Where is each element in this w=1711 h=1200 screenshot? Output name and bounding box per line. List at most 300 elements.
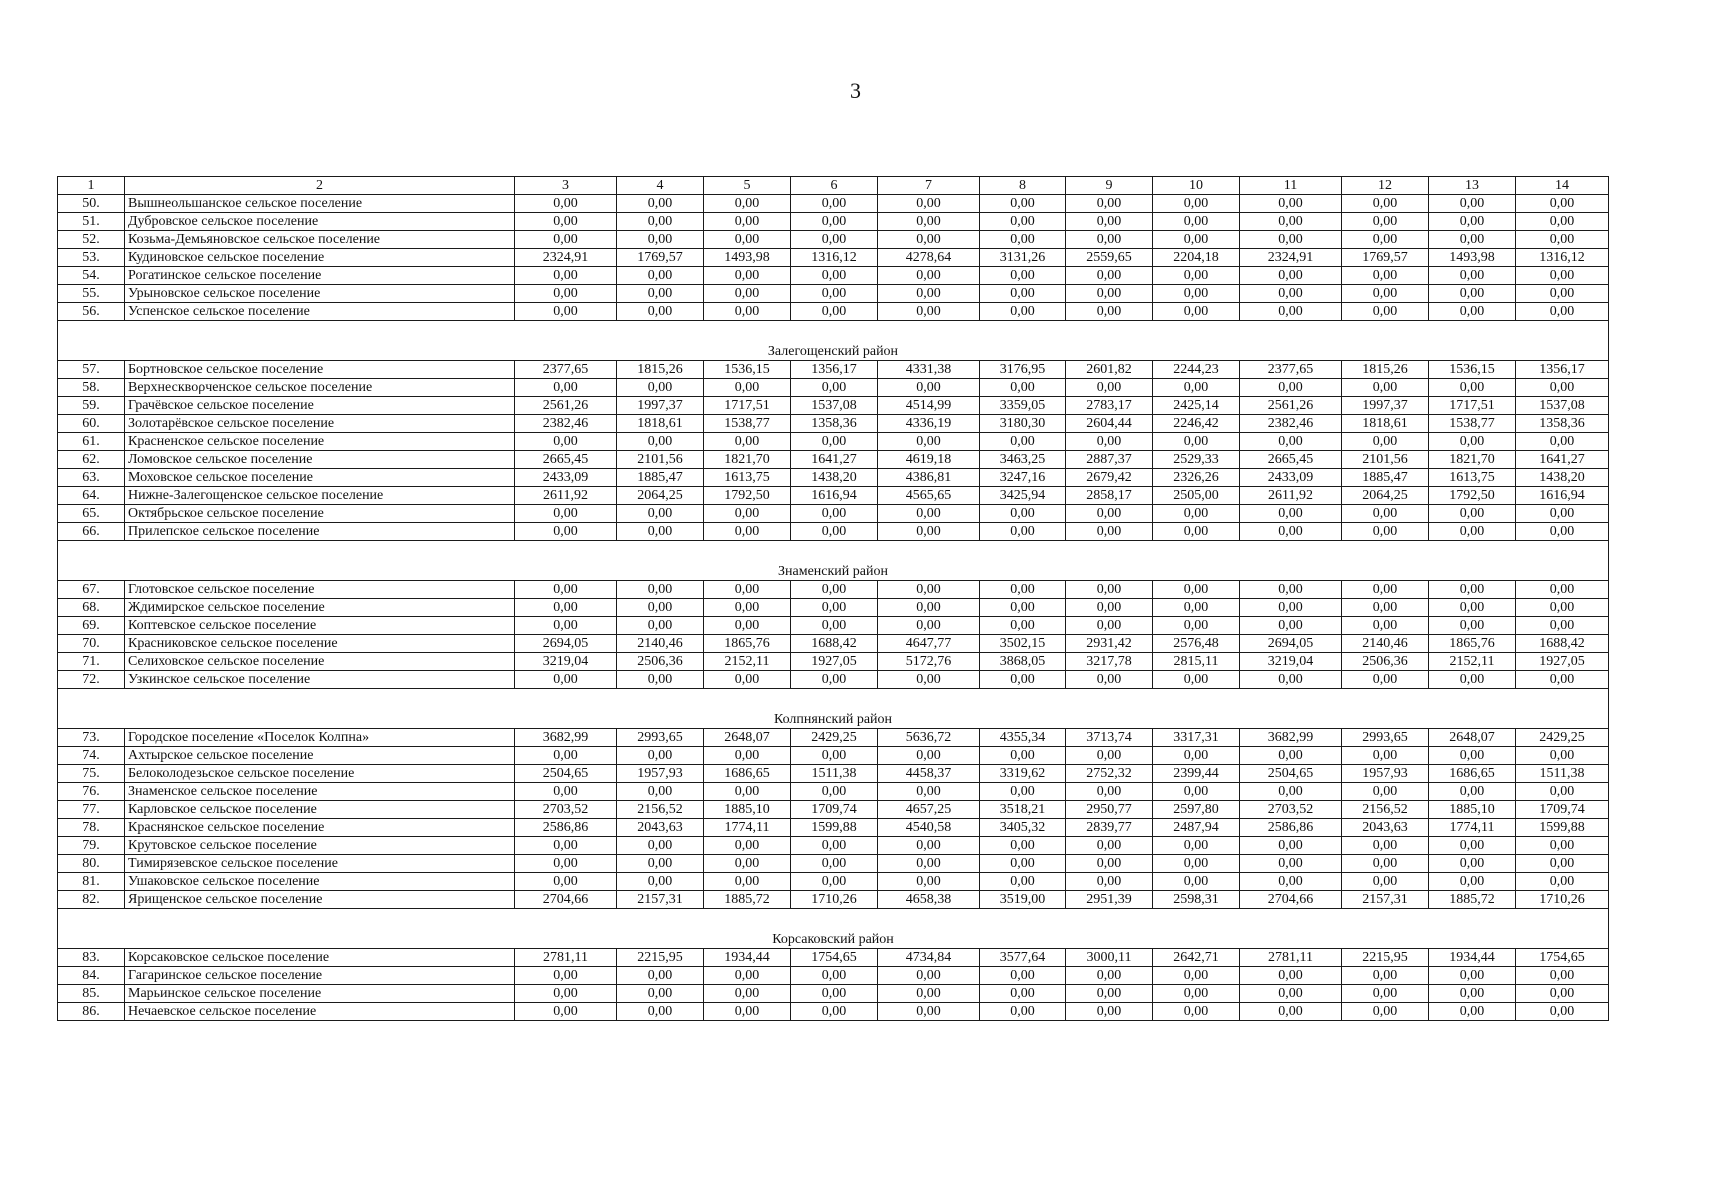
value-cell: 0,00 (1516, 985, 1609, 1003)
value-cell: 3868,05 (980, 653, 1066, 671)
value-cell: 0,00 (1153, 505, 1240, 523)
value-cell: 3682,99 (1240, 729, 1342, 747)
settlement-name-cell: Ушаковское сельское поселение (125, 873, 515, 891)
value-cell: 0,00 (515, 671, 617, 689)
value-cell: 0,00 (1516, 195, 1609, 213)
column-number-cell: 8 (980, 177, 1066, 195)
value-cell: 0,00 (878, 303, 980, 321)
value-cell: 0,00 (980, 195, 1066, 213)
value-cell: 2648,07 (704, 729, 791, 747)
value-cell: 0,00 (617, 285, 704, 303)
value-cell: 0,00 (704, 855, 791, 873)
value-cell: 0,00 (1516, 267, 1609, 285)
value-cell: 0,00 (1153, 195, 1240, 213)
value-cell: 1885,47 (1342, 469, 1429, 487)
value-cell: 0,00 (1516, 303, 1609, 321)
value-cell: 1316,12 (791, 249, 878, 267)
value-cell: 0,00 (980, 967, 1066, 985)
value-cell: 2487,94 (1153, 819, 1240, 837)
value-cell: 4331,38 (878, 361, 980, 379)
value-cell: 0,00 (1342, 985, 1429, 1003)
row-number-cell: 61. (58, 433, 125, 451)
value-cell: 1885,72 (704, 891, 791, 909)
value-cell: 0,00 (1516, 783, 1609, 801)
value-cell: 3319,62 (980, 765, 1066, 783)
row-number-cell: 80. (58, 855, 125, 873)
value-cell: 0,00 (1342, 213, 1429, 231)
table-row (58, 267, 1609, 285)
value-cell: 0,00 (1066, 505, 1153, 523)
table-row (58, 783, 1609, 801)
value-cell: 2324,91 (515, 249, 617, 267)
value-cell: 0,00 (1153, 873, 1240, 891)
value-cell: 1710,26 (1516, 891, 1609, 909)
value-cell: 1511,38 (1516, 765, 1609, 783)
value-cell: 0,00 (1153, 967, 1240, 985)
value-cell: 2931,42 (1066, 635, 1153, 653)
column-number-cell: 11 (1240, 177, 1342, 195)
value-cell: 2215,95 (1342, 949, 1429, 967)
table-row (58, 801, 1609, 819)
value-cell: 0,00 (878, 1003, 980, 1021)
value-cell: 0,00 (1516, 747, 1609, 765)
settlement-name-cell: Селиховское сельское поселение (125, 653, 515, 671)
value-cell: 4458,37 (878, 765, 980, 783)
value-cell: 2703,52 (1240, 801, 1342, 819)
value-cell: 0,00 (1153, 617, 1240, 635)
value-cell: 2433,09 (515, 469, 617, 487)
value-cell: 1688,42 (1516, 635, 1609, 653)
value-cell: 3317,31 (1153, 729, 1240, 747)
district-header-row (58, 321, 1609, 361)
data-table (57, 176, 1609, 1021)
value-cell: 0,00 (1066, 231, 1153, 249)
value-cell: 2157,31 (1342, 891, 1429, 909)
column-number-cell: 3 (515, 177, 617, 195)
value-cell: 2156,52 (617, 801, 704, 819)
table-row (58, 599, 1609, 617)
settlement-name-cell: Рогатинское сельское поселение (125, 267, 515, 285)
value-cell: 4619,18 (878, 451, 980, 469)
value-cell: 2887,37 (1066, 451, 1153, 469)
table-row (58, 891, 1609, 909)
value-cell: 0,00 (1240, 837, 1342, 855)
value-cell: 0,00 (1429, 985, 1516, 1003)
value-cell: 0,00 (515, 379, 617, 397)
table-row (58, 653, 1609, 671)
column-number-cell: 12 (1342, 177, 1429, 195)
value-cell: 3217,78 (1066, 653, 1153, 671)
value-cell: 0,00 (515, 1003, 617, 1021)
value-cell: 0,00 (980, 523, 1066, 541)
value-cell: 1885,10 (704, 801, 791, 819)
value-cell: 1358,36 (791, 415, 878, 433)
value-cell: 1774,11 (1429, 819, 1516, 837)
settlement-name-cell: Знаменское сельское поселение (125, 783, 515, 801)
district-name: Колпнянский район (58, 689, 1609, 729)
value-cell: 0,00 (980, 433, 1066, 451)
value-cell: 0,00 (878, 581, 980, 599)
table-row (58, 249, 1609, 267)
value-cell: 0,00 (980, 783, 1066, 801)
value-cell: 0,00 (791, 581, 878, 599)
row-number-cell: 75. (58, 765, 125, 783)
value-cell: 2244,23 (1153, 361, 1240, 379)
value-cell: 1599,88 (1516, 819, 1609, 837)
value-cell: 2679,42 (1066, 469, 1153, 487)
value-cell: 0,00 (1240, 967, 1342, 985)
settlement-name-cell: Ломовское сельское поселение (125, 451, 515, 469)
value-cell: 0,00 (1240, 783, 1342, 801)
table-row (58, 469, 1609, 487)
value-cell: 0,00 (704, 747, 791, 765)
value-cell: 1616,94 (791, 487, 878, 505)
value-cell: 0,00 (1516, 581, 1609, 599)
row-number-cell: 67. (58, 581, 125, 599)
value-cell: 0,00 (1429, 599, 1516, 617)
row-number-cell: 50. (58, 195, 125, 213)
value-cell: 0,00 (878, 967, 980, 985)
value-cell: 0,00 (1240, 985, 1342, 1003)
table-row (58, 1003, 1609, 1021)
value-cell: 0,00 (1153, 231, 1240, 249)
value-cell: 0,00 (515, 303, 617, 321)
value-cell: 2425,14 (1153, 397, 1240, 415)
value-cell: 3519,00 (980, 891, 1066, 909)
value-cell: 0,00 (1066, 1003, 1153, 1021)
value-cell: 0,00 (980, 231, 1066, 249)
value-cell: 0,00 (1342, 195, 1429, 213)
value-cell: 1818,61 (1342, 415, 1429, 433)
value-cell: 1316,12 (1516, 249, 1609, 267)
value-cell: 1709,74 (1516, 801, 1609, 819)
column-number-cell: 6 (791, 177, 878, 195)
value-cell: 1493,98 (704, 249, 791, 267)
value-cell: 2529,33 (1153, 451, 1240, 469)
value-cell: 1688,42 (791, 635, 878, 653)
value-cell: 1885,10 (1429, 801, 1516, 819)
value-cell: 0,00 (704, 967, 791, 985)
value-cell: 1538,77 (1429, 415, 1516, 433)
value-cell: 0,00 (878, 855, 980, 873)
value-cell: 0,00 (515, 599, 617, 617)
value-cell: 0,00 (1066, 213, 1153, 231)
value-cell: 1769,57 (1342, 249, 1429, 267)
table-row (58, 617, 1609, 635)
value-cell: 0,00 (1066, 985, 1153, 1003)
settlement-name-cell: Золотарёвское сельское поселение (125, 415, 515, 433)
settlement-name-cell: Нижне-Залегощенское сельское поселение (125, 487, 515, 505)
column-number-cell: 1 (58, 177, 125, 195)
value-cell: 0,00 (878, 599, 980, 617)
row-number-cell: 72. (58, 671, 125, 689)
value-cell: 0,00 (704, 505, 791, 523)
table-row (58, 195, 1609, 213)
value-cell: 1821,70 (1429, 451, 1516, 469)
settlement-name-cell: Красниковское сельское поселение (125, 635, 515, 653)
value-cell: 0,00 (704, 379, 791, 397)
row-number-cell: 79. (58, 837, 125, 855)
value-cell: 0,00 (704, 617, 791, 635)
value-cell: 0,00 (1342, 1003, 1429, 1021)
value-cell: 0,00 (1240, 873, 1342, 891)
value-cell: 1865,76 (1429, 635, 1516, 653)
value-cell: 0,00 (1342, 783, 1429, 801)
row-number-cell: 60. (58, 415, 125, 433)
value-cell: 0,00 (1516, 855, 1609, 873)
value-cell: 0,00 (1240, 433, 1342, 451)
value-cell: 1792,50 (704, 487, 791, 505)
value-cell: 4658,38 (878, 891, 980, 909)
settlement-name-cell: Крутовское сельское поселение (125, 837, 515, 855)
value-cell: 1641,27 (1516, 451, 1609, 469)
value-cell: 1818,61 (617, 415, 704, 433)
value-cell: 2694,05 (515, 635, 617, 653)
value-cell: 0,00 (1066, 285, 1153, 303)
value-cell: 2642,71 (1153, 949, 1240, 967)
value-cell: 0,00 (1066, 267, 1153, 285)
column-number-cell: 5 (704, 177, 791, 195)
column-number-cell: 14 (1516, 177, 1609, 195)
settlement-name-cell: Марьинское сельское поселение (125, 985, 515, 1003)
value-cell: 0,00 (878, 433, 980, 451)
value-cell: 0,00 (980, 747, 1066, 765)
table-row (58, 231, 1609, 249)
value-cell: 3405,32 (980, 819, 1066, 837)
value-cell: 0,00 (878, 671, 980, 689)
value-cell: 0,00 (617, 505, 704, 523)
settlement-name-cell: Тимирязевское сельское поселение (125, 855, 515, 873)
value-cell: 0,00 (1342, 523, 1429, 541)
value-cell: 0,00 (704, 783, 791, 801)
value-cell: 4355,34 (980, 729, 1066, 747)
value-cell: 0,00 (1342, 379, 1429, 397)
value-cell: 0,00 (515, 581, 617, 599)
settlement-name-cell: Белоколодезьское сельское поселение (125, 765, 515, 783)
page-number: 3 (850, 78, 861, 103)
value-cell: 2506,36 (617, 653, 704, 671)
value-cell: 1821,70 (704, 451, 791, 469)
value-cell: 1613,75 (704, 469, 791, 487)
value-cell: 0,00 (791, 303, 878, 321)
table-row (58, 451, 1609, 469)
value-cell: 3425,94 (980, 487, 1066, 505)
value-cell: 2156,52 (1342, 801, 1429, 819)
value-cell: 0,00 (1429, 855, 1516, 873)
row-number-cell: 57. (58, 361, 125, 379)
value-cell: 2559,65 (1066, 249, 1153, 267)
value-cell: 2781,11 (1240, 949, 1342, 967)
value-cell: 0,00 (617, 837, 704, 855)
value-cell: 0,00 (1516, 671, 1609, 689)
value-cell: 0,00 (791, 985, 878, 1003)
row-number-cell: 81. (58, 873, 125, 891)
value-cell: 0,00 (1240, 523, 1342, 541)
value-cell: 1358,36 (1516, 415, 1609, 433)
value-cell: 0,00 (1429, 1003, 1516, 1021)
settlement-name-cell: Урыновское сельское поселение (125, 285, 515, 303)
value-cell: 0,00 (980, 213, 1066, 231)
value-cell: 0,00 (1153, 837, 1240, 855)
value-cell: 1792,50 (1429, 487, 1516, 505)
value-cell: 2815,11 (1153, 653, 1240, 671)
value-cell: 0,00 (1066, 783, 1153, 801)
settlement-name-cell: Узкинское сельское поселение (125, 671, 515, 689)
value-cell: 4565,65 (878, 487, 980, 505)
value-cell: 1616,94 (1516, 487, 1609, 505)
value-cell: 5172,76 (878, 653, 980, 671)
value-cell: 0,00 (515, 433, 617, 451)
value-cell: 0,00 (878, 195, 980, 213)
value-cell: 2586,86 (515, 819, 617, 837)
row-number-cell: 55. (58, 285, 125, 303)
value-cell: 1815,26 (617, 361, 704, 379)
value-cell: 1997,37 (617, 397, 704, 415)
value-cell: 0,00 (1342, 433, 1429, 451)
settlement-name-cell: Вышнеольшанское сельское поселение (125, 195, 515, 213)
settlement-name-cell: Ярищенское сельское поселение (125, 891, 515, 909)
value-cell: 2504,65 (1240, 765, 1342, 783)
value-cell: 0,00 (1429, 967, 1516, 985)
value-cell: 3682,99 (515, 729, 617, 747)
table-row (58, 505, 1609, 523)
value-cell: 0,00 (704, 285, 791, 303)
value-cell: 2382,46 (1240, 415, 1342, 433)
value-cell: 2043,63 (617, 819, 704, 837)
value-cell: 0,00 (1240, 267, 1342, 285)
value-cell: 0,00 (1342, 599, 1429, 617)
value-cell: 0,00 (515, 523, 617, 541)
value-cell: 1815,26 (1342, 361, 1429, 379)
value-cell: 3219,04 (1240, 653, 1342, 671)
value-cell: 0,00 (1342, 873, 1429, 891)
value-cell: 0,00 (1516, 873, 1609, 891)
value-cell: 1865,76 (704, 635, 791, 653)
value-cell: 0,00 (878, 783, 980, 801)
value-cell: 0,00 (704, 303, 791, 321)
value-cell: 1717,51 (704, 397, 791, 415)
district-name: Залегощенский район (58, 321, 1609, 361)
value-cell: 0,00 (980, 599, 1066, 617)
value-cell: 0,00 (1342, 671, 1429, 689)
value-cell: 1934,44 (704, 949, 791, 967)
value-cell: 0,00 (980, 379, 1066, 397)
value-cell: 0,00 (1066, 837, 1153, 855)
value-cell: 1885,47 (617, 469, 704, 487)
value-cell: 0,00 (1342, 581, 1429, 599)
value-cell: 0,00 (878, 873, 980, 891)
settlement-name-cell: Бортновское сельское поселение (125, 361, 515, 379)
value-cell: 0,00 (1516, 617, 1609, 635)
value-cell: 1438,20 (791, 469, 878, 487)
row-number-cell: 62. (58, 451, 125, 469)
value-cell: 0,00 (515, 231, 617, 249)
value-cell: 0,00 (1429, 379, 1516, 397)
value-cell: 1641,27 (791, 451, 878, 469)
row-number-cell: 66. (58, 523, 125, 541)
row-number-cell: 51. (58, 213, 125, 231)
table-row (58, 433, 1609, 451)
table-row (58, 581, 1609, 599)
value-cell: 1511,38 (791, 765, 878, 783)
value-cell: 1599,88 (791, 819, 878, 837)
value-cell: 0,00 (515, 267, 617, 285)
settlement-name-cell: Октябрьское сельское поселение (125, 505, 515, 523)
value-cell: 1769,57 (617, 249, 704, 267)
value-cell: 2604,44 (1066, 415, 1153, 433)
value-cell: 0,00 (878, 231, 980, 249)
value-cell: 0,00 (515, 747, 617, 765)
value-cell: 1536,15 (1429, 361, 1516, 379)
table-row (58, 361, 1609, 379)
value-cell: 0,00 (1342, 303, 1429, 321)
value-cell: 0,00 (617, 873, 704, 891)
value-cell: 0,00 (1240, 213, 1342, 231)
value-cell: 1686,65 (1429, 765, 1516, 783)
value-cell: 0,00 (980, 617, 1066, 635)
district-name: Корсаковский район (58, 909, 1609, 949)
value-cell: 4386,81 (878, 469, 980, 487)
table-row (58, 837, 1609, 855)
value-cell: 2157,31 (617, 891, 704, 909)
value-cell: 0,00 (980, 581, 1066, 599)
value-cell: 0,00 (1516, 213, 1609, 231)
value-cell: 2648,07 (1429, 729, 1516, 747)
table-row (58, 415, 1609, 433)
value-cell: 2429,25 (791, 729, 878, 747)
settlement-name-cell: Козьма-Демьяновское сельское поселение (125, 231, 515, 249)
value-cell: 0,00 (878, 379, 980, 397)
settlement-name-cell: Карловское сельское поселение (125, 801, 515, 819)
value-cell: 2598,31 (1153, 891, 1240, 909)
settlement-name-cell: Нечаевское сельское поселение (125, 1003, 515, 1021)
value-cell: 2611,92 (1240, 487, 1342, 505)
value-cell: 0,00 (1240, 303, 1342, 321)
value-cell: 0,00 (1342, 747, 1429, 765)
value-cell: 0,00 (515, 617, 617, 635)
value-cell: 0,00 (1516, 505, 1609, 523)
row-number-cell: 85. (58, 985, 125, 1003)
value-cell: 0,00 (791, 837, 878, 855)
value-cell: 1438,20 (1516, 469, 1609, 487)
value-cell: 3463,25 (980, 451, 1066, 469)
value-cell: 0,00 (1342, 617, 1429, 635)
value-cell: 2204,18 (1153, 249, 1240, 267)
settlement-name-cell: Верхнесквορченское сельское поселение (125, 379, 515, 397)
value-cell: 0,00 (1240, 1003, 1342, 1021)
value-cell: 1686,65 (704, 765, 791, 783)
settlement-name-cell: Ахтырское сельское поселение (125, 747, 515, 765)
value-cell: 0,00 (980, 671, 1066, 689)
value-cell: 0,00 (617, 303, 704, 321)
value-cell: 0,00 (791, 195, 878, 213)
value-cell: 1927,05 (1516, 653, 1609, 671)
column-number-cell: 4 (617, 177, 704, 195)
value-cell: 0,00 (791, 671, 878, 689)
value-cell: 0,00 (515, 505, 617, 523)
row-number-cell: 59. (58, 397, 125, 415)
value-cell: 0,00 (878, 523, 980, 541)
value-cell: 3359,05 (980, 397, 1066, 415)
value-cell: 0,00 (1240, 671, 1342, 689)
row-number-cell: 76. (58, 783, 125, 801)
value-cell: 0,00 (1240, 617, 1342, 635)
value-cell: 0,00 (1066, 617, 1153, 635)
value-cell: 2064,25 (617, 487, 704, 505)
value-cell: 1927,05 (791, 653, 878, 671)
value-cell: 0,00 (1516, 379, 1609, 397)
value-cell: 0,00 (1153, 523, 1240, 541)
